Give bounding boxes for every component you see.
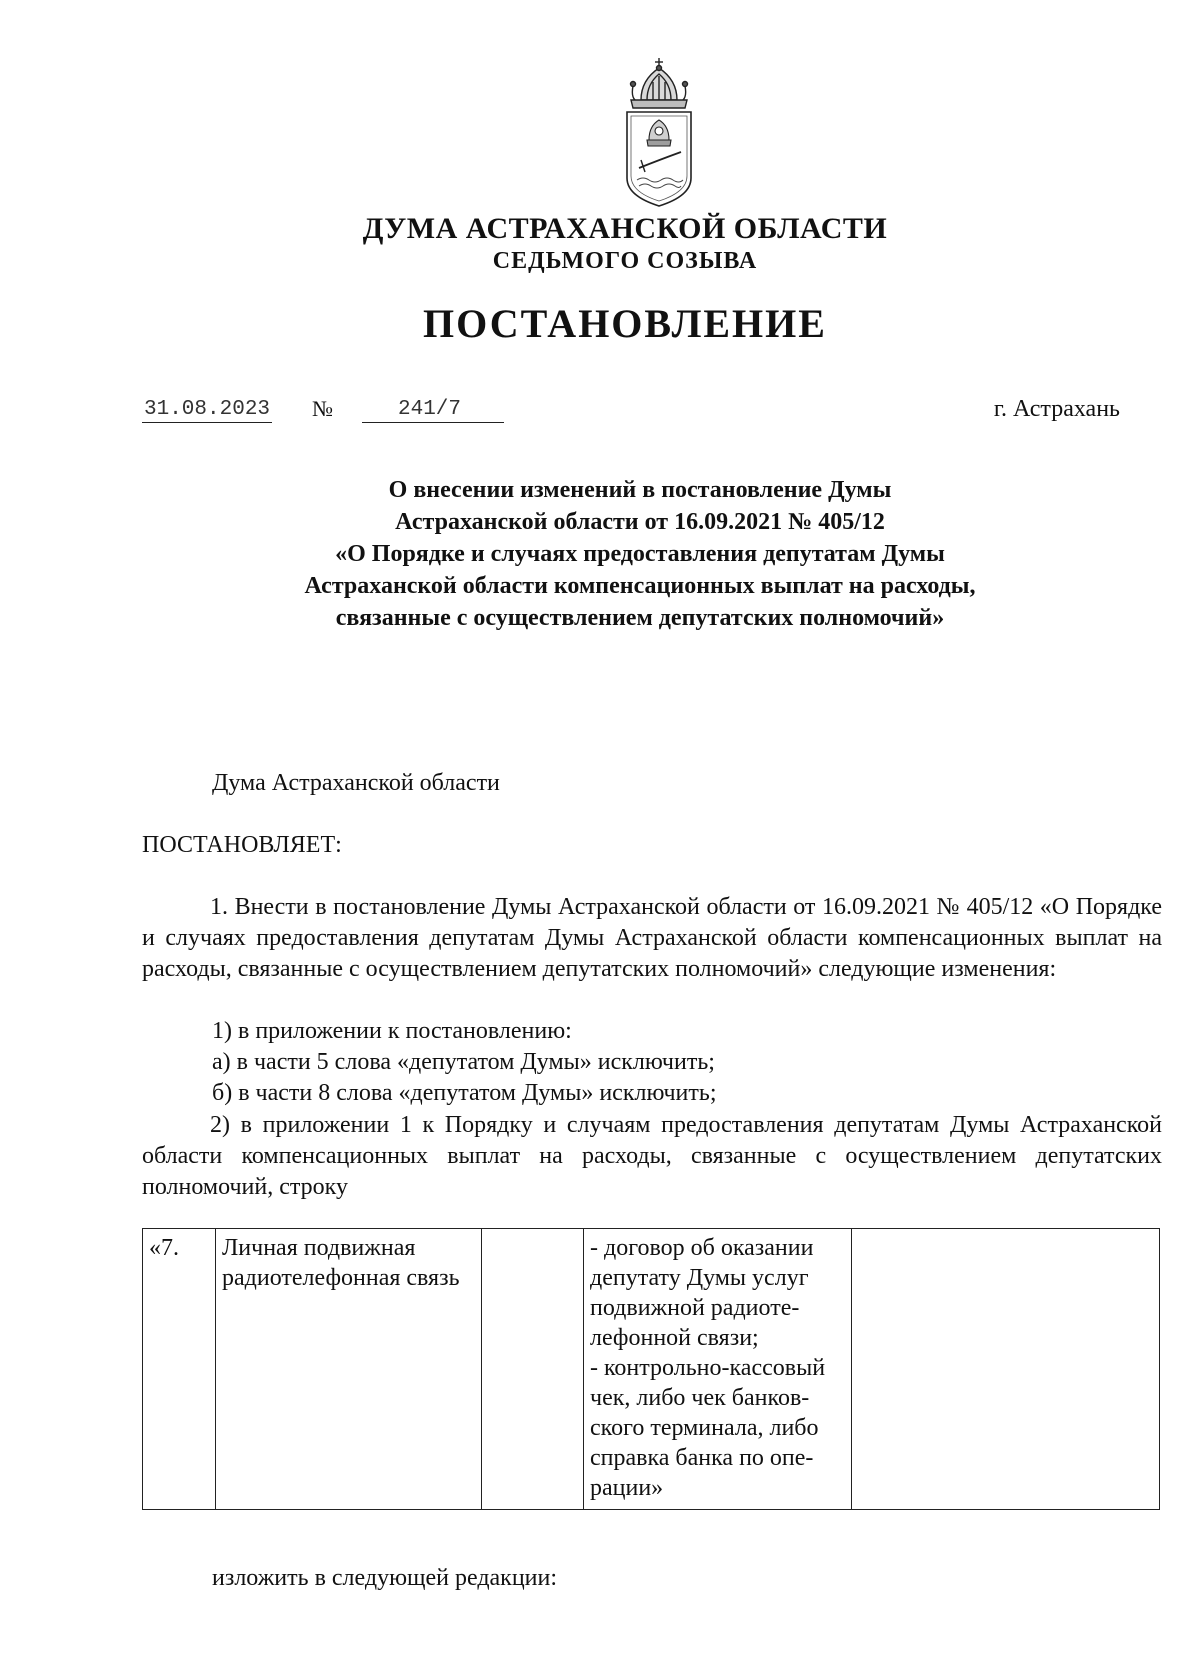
documents-line: подвижной радиоте- <box>590 1295 800 1321</box>
intro-paragraph: Дума Астраханской области <box>212 770 500 796</box>
table-cell-name: Личная подвижная радиотелефонная связь <box>216 1229 482 1510</box>
table-cell-number: «7. <box>143 1229 216 1510</box>
document-city: г. Астрахань <box>993 396 1120 422</box>
table-cell-documents <box>584 1229 852 1510</box>
documents-line: рации» <box>590 1475 664 1501</box>
subject-line: связанные с осуществлением депутатских полномочий» <box>335 605 945 631</box>
document-number: 241/7 <box>362 398 504 423</box>
convocation-name: СЕДЬМОГО СОЗЫВА <box>492 248 758 274</box>
list-item: а) в части 5 слова «депутатом Думы» исключить; <box>212 1049 715 1075</box>
organization-heading <box>0 212 1200 275</box>
subject-line: Астраханской области от 16.09.2021 № 405/12 <box>395 509 885 535</box>
documents-line: справка банка по опе- <box>590 1445 814 1471</box>
document-meta-row <box>142 398 1120 432</box>
subject-line: О внесении изменений в постановление Думы <box>388 477 892 503</box>
document-date: 31.08.2023 <box>144 398 271 421</box>
documents-line: - контрольно-кассовый <box>590 1355 826 1381</box>
table-cell-empty <box>852 1229 1160 1510</box>
amendment-list <box>142 1016 1162 1109</box>
paragraph-1: 1. Внести в постановление Думы Астраханской области от 16.09.2021 № 405/12 «О Порядке и случаях предоставления депутатам Думы Астраханской области компенсационных выплат на расходы, связанные с осуществлением депутатских полномочий» следующие изменения: <box>142 894 1162 982</box>
document-number-label: № <box>312 396 333 421</box>
table-row <box>143 1229 1160 1510</box>
subject-line: Астраханской области компенсационных выплат на расходы, <box>304 573 976 599</box>
closing-phrase: изложить в следующей редакции: <box>212 1565 558 1591</box>
organization-name: ДУМА АСТРАХАНСКОЙ ОБЛАСТИ <box>362 212 888 245</box>
amendment-table <box>142 1228 1160 1510</box>
list-item: б) в части 8 слова «депутатом Думы» исключить; <box>212 1080 717 1106</box>
coat-of-arms-icon <box>611 56 707 208</box>
decree-heading: ПОСТАНОВЛЯЕТ: <box>142 832 342 858</box>
paragraph-2: 2) в приложении 1 к Порядку и случаям предоставления депутатам Думы Астраханской области компенсационных выплат на расходы, связанные с осуществлением депутатских полномочий, строку <box>142 1112 1162 1200</box>
document-subject <box>160 474 1120 634</box>
documents-line: ского терминала, либо <box>590 1415 819 1441</box>
subject-line: «О Порядке и случаях предоставления депутатам Думы <box>335 541 945 567</box>
documents-line: лефонной связи; <box>590 1325 759 1351</box>
documents-line: - договор об оказании <box>590 1235 814 1261</box>
list-item: 1) в приложении к постановлению: <box>212 1018 572 1044</box>
documents-line: депутату Думы услуг <box>590 1265 809 1291</box>
table-cell-empty <box>482 1229 584 1510</box>
documents-line: чек, либо чек банков- <box>590 1385 810 1411</box>
document-type-title: ПОСТАНОВЛЕНИЕ <box>423 301 827 346</box>
